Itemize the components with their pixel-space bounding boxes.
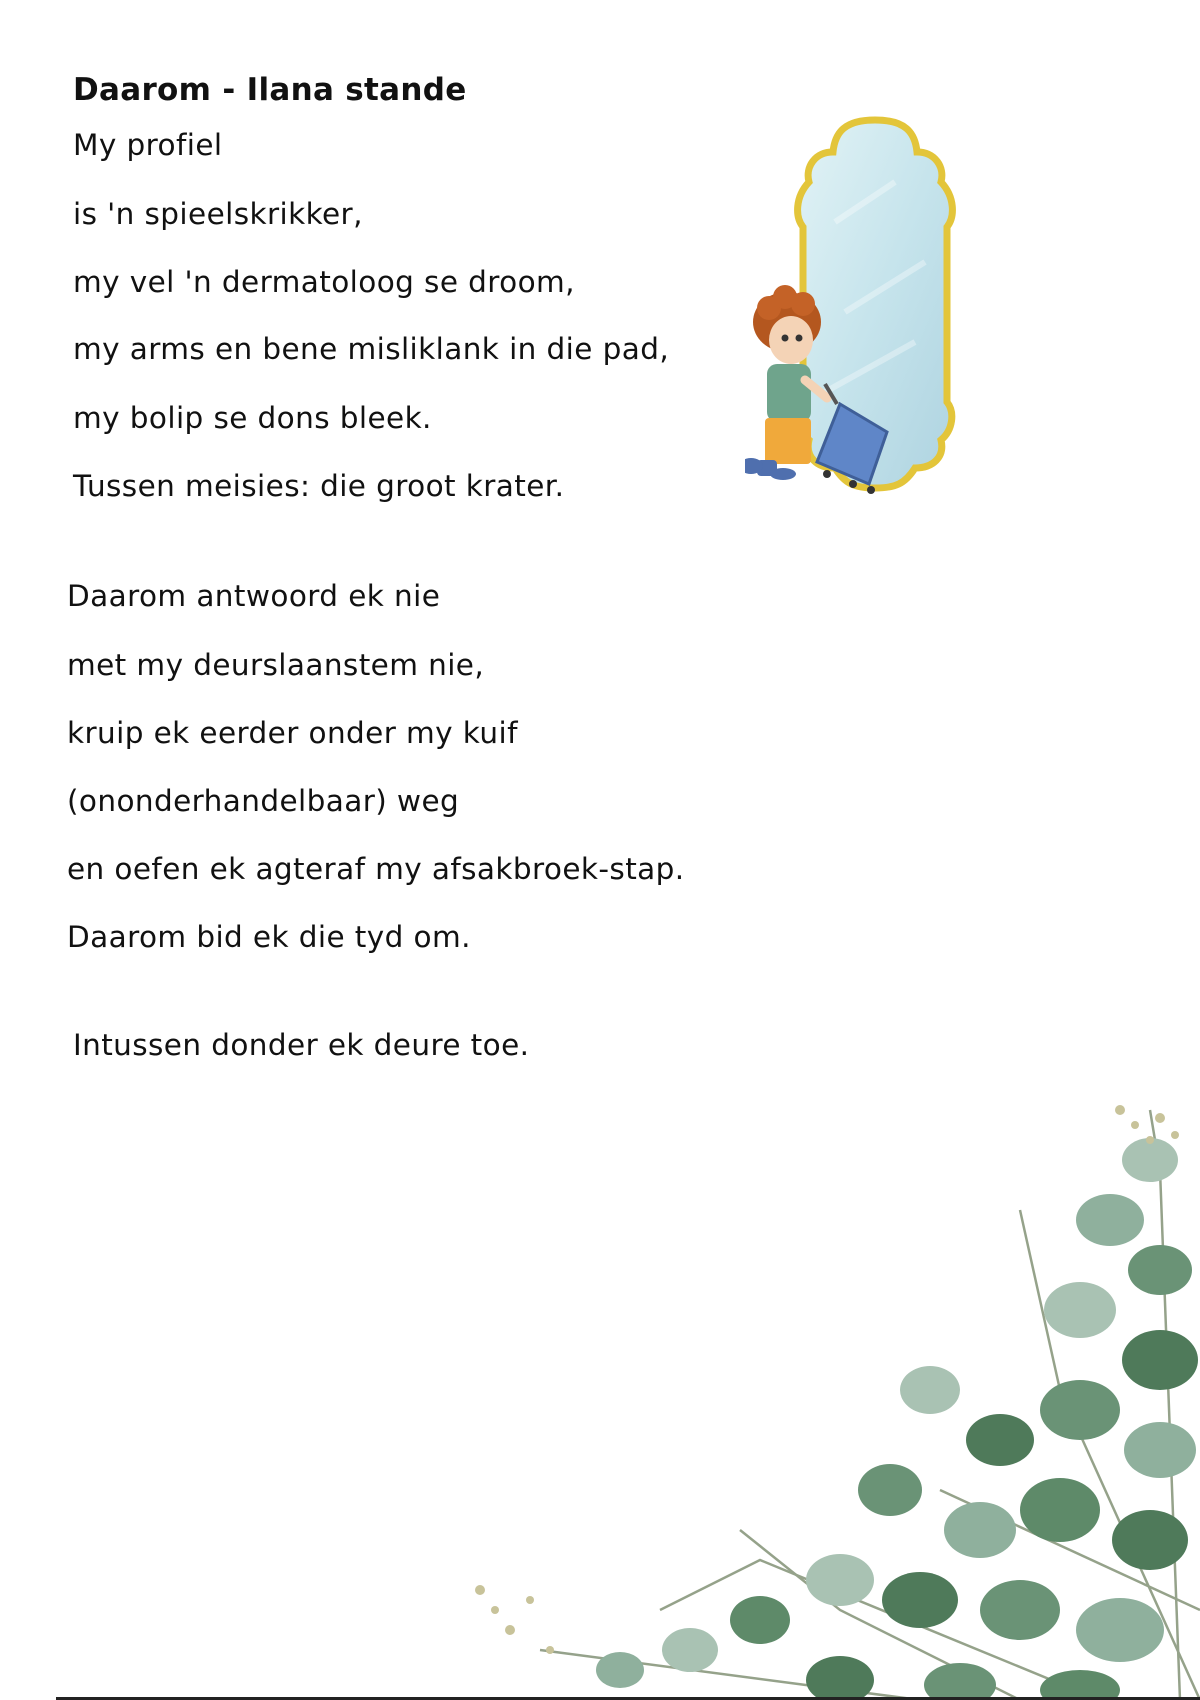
poem-line: met my deurslaanstem nie, xyxy=(67,648,485,682)
poem-line: my bolip se dons bleek. xyxy=(73,401,432,435)
poem-line: Daarom bid ek die tyd om. xyxy=(67,920,471,954)
poem-line: my vel 'n dermatoloog se droom, xyxy=(73,265,575,299)
eucalyptus-leaves-decoration xyxy=(460,1090,1200,1700)
poem-line: en oefen ek agteraf my afsakbroek-stap. xyxy=(67,852,685,886)
poem-line: kruip ek eerder onder my kuif xyxy=(67,716,518,750)
poem-line: is 'n spieelskrikker, xyxy=(73,197,363,231)
poem-title: Daarom - Ilana stande xyxy=(73,72,467,108)
poem-line: (ononderhandelbaar) weg xyxy=(67,784,460,818)
poem-line: my arms en bene misliklank in die pad, xyxy=(73,332,670,366)
poem-line: Daarom antwoord ek nie xyxy=(67,579,441,613)
poem-line: Intussen donder ek deure toe. xyxy=(73,1028,530,1062)
poem-line: My profiel xyxy=(73,128,223,162)
poem-line: Tussen meisies: die groot krater. xyxy=(73,469,565,503)
boy-with-suitcase-at-mirror-illustration xyxy=(745,112,1015,512)
